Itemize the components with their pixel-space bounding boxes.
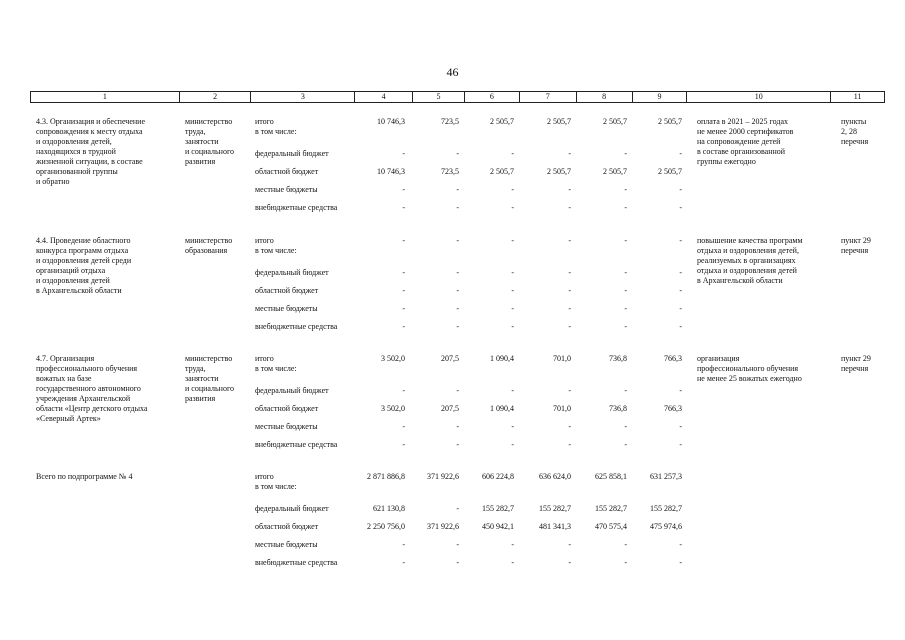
sub-row-value: - bbox=[456, 268, 459, 277]
sub-row-value: - bbox=[679, 440, 682, 449]
sub-row-label: местные бюджеты bbox=[255, 304, 318, 313]
row-title: Всего по подпрограмме № 4 bbox=[36, 472, 133, 481]
sub-row-label: федеральный бюджет bbox=[255, 504, 329, 513]
sub-row-value: - bbox=[679, 268, 682, 277]
sub-row-value: - bbox=[402, 149, 405, 158]
sub-row-value: - bbox=[456, 558, 459, 567]
total-value: - bbox=[402, 236, 405, 245]
sub-row-value: - bbox=[402, 322, 405, 331]
column-header: 5 bbox=[413, 92, 465, 102]
sub-row-value: 207,5 bbox=[441, 404, 459, 413]
sub-row-value: - bbox=[568, 149, 571, 158]
total-value: 606 224,8 bbox=[482, 472, 514, 481]
total-value: 1 090,4 bbox=[490, 354, 514, 363]
sub-row-value: - bbox=[568, 203, 571, 212]
sub-row-value: - bbox=[456, 304, 459, 313]
column-header: 4 bbox=[355, 92, 413, 102]
sub-row-value: - bbox=[511, 268, 514, 277]
sub-row-label: областной бюджет bbox=[255, 522, 319, 531]
total-value: 2 505,7 bbox=[490, 117, 514, 126]
total-value: - bbox=[511, 236, 514, 245]
column-header: 3 bbox=[251, 92, 355, 102]
total-value: 736,8 bbox=[609, 354, 627, 363]
sub-row-value: 371 922,6 bbox=[427, 522, 459, 531]
sub-row-value: - bbox=[402, 268, 405, 277]
sub-row-value: - bbox=[402, 440, 405, 449]
sub-row-value: 3 502,0 bbox=[381, 404, 405, 413]
row-indicator: оплата в 2021 – 2025 годах не менее 2000 сертификатов на сопровождение детей в составе организованной группы ежегодно bbox=[697, 117, 794, 166]
sub-row-value: - bbox=[456, 149, 459, 158]
sub-row-value: 736,8 bbox=[609, 404, 627, 413]
row-title: 4.3. Организация и обеспечение сопровождения к месту отдыха и оздоровления детей, находящихся в трудной жизненной ситуации, в составе организованной группы и обратно bbox=[36, 117, 145, 186]
sub-row-value: 723,5 bbox=[441, 167, 459, 176]
sub-row-value: - bbox=[679, 149, 682, 158]
sub-row-value: - bbox=[624, 149, 627, 158]
sub-row-label: областной бюджет bbox=[255, 167, 319, 176]
sub-row-value: - bbox=[568, 322, 571, 331]
sub-row-value: - bbox=[511, 540, 514, 549]
sub-row-value: - bbox=[568, 386, 571, 395]
sub-row-value: - bbox=[402, 422, 405, 431]
sub-row-value: 766,3 bbox=[664, 404, 682, 413]
sub-row-value: - bbox=[402, 558, 405, 567]
sub-row-value: - bbox=[511, 304, 514, 313]
sub-row-value: - bbox=[624, 540, 627, 549]
sub-row-value: 2 505,7 bbox=[603, 167, 627, 176]
total-value: 723,5 bbox=[441, 117, 459, 126]
sub-row-value: - bbox=[402, 286, 405, 295]
sub-row-value: 155 282,7 bbox=[595, 504, 627, 513]
row-items: пункт 29 перечня bbox=[841, 236, 871, 255]
sub-row-label: внебюджетные средства bbox=[255, 203, 338, 212]
sub-row-label: местные бюджеты bbox=[255, 540, 318, 549]
total-value: 2 505,7 bbox=[547, 117, 571, 126]
sub-row-value: - bbox=[679, 185, 682, 194]
total-value: - bbox=[679, 236, 682, 245]
sub-row-value: 450 942,1 bbox=[482, 522, 514, 531]
row-executor: министерство труда, занятости и социального развития bbox=[185, 354, 235, 403]
total-value: - bbox=[624, 236, 627, 245]
total-value: 2 871 886,8 bbox=[367, 472, 405, 481]
total-value: 2 505,7 bbox=[603, 117, 627, 126]
sub-row-value: - bbox=[624, 440, 627, 449]
total-label: итого в том числе: bbox=[255, 472, 297, 491]
total-label: итого в том числе: bbox=[255, 117, 297, 136]
total-value: - bbox=[456, 236, 459, 245]
column-header: 11 bbox=[853, 92, 862, 101]
column-header: 2 bbox=[180, 92, 252, 102]
total-value: 207,5 bbox=[441, 354, 459, 363]
column-header: 10 bbox=[687, 92, 831, 102]
sub-row-value: - bbox=[568, 304, 571, 313]
sub-row-value: - bbox=[511, 558, 514, 567]
sub-row-value: - bbox=[624, 185, 627, 194]
row-indicator: повышение качества программ отдыха и оздоровления детей, реализуемых в организациях отдыха и оздоровления детей в Архангельской области bbox=[697, 236, 803, 285]
sub-row-value: - bbox=[679, 540, 682, 549]
sub-row-value: - bbox=[456, 440, 459, 449]
sub-row-value: 475 974,6 bbox=[650, 522, 682, 531]
sub-row-value: - bbox=[679, 203, 682, 212]
sub-row-value: - bbox=[568, 268, 571, 277]
sub-row-value: - bbox=[402, 304, 405, 313]
sub-row-value: - bbox=[456, 322, 459, 331]
sub-row-label: внебюджетные средства bbox=[255, 322, 338, 331]
sub-row-value: - bbox=[511, 386, 514, 395]
row-executor: министерство образования bbox=[185, 236, 233, 255]
row-items: пункты 2, 28 перечня bbox=[841, 117, 869, 146]
sub-row-value: - bbox=[679, 322, 682, 331]
sub-row-value: 2 250 756,0 bbox=[367, 522, 405, 531]
sub-row-label: областной бюджет bbox=[255, 404, 319, 413]
column-header: 9 bbox=[633, 92, 688, 102]
total-value: 631 257,3 bbox=[650, 472, 682, 481]
sub-row-label: федеральный бюджет bbox=[255, 268, 329, 277]
sub-row-value: - bbox=[624, 268, 627, 277]
column-header: 6 bbox=[465, 92, 520, 102]
total-label: итого в том числе: bbox=[255, 236, 297, 255]
sub-row-value: - bbox=[568, 286, 571, 295]
sub-row-value: 621 130,8 bbox=[373, 504, 405, 513]
sub-row-value: - bbox=[624, 203, 627, 212]
sub-row-value: - bbox=[402, 203, 405, 212]
sub-row-label: внебюджетные средства bbox=[255, 558, 338, 567]
row-title: 4.4. Проведение областного конкурса программ отдыха и оздоровления детей среди организаций отдыха и оздоровления детей в Архангельской области bbox=[36, 236, 132, 295]
column-header: 1 bbox=[31, 92, 180, 102]
column-header: 8 bbox=[577, 92, 633, 102]
row-title: 4.7. Организация профессионального обучения вожатых на базе государственного автономного учреждения Архангельской области «Центр детского отдыха «Северный Артек» bbox=[36, 354, 148, 423]
sub-row-value: 1 090,4 bbox=[490, 404, 514, 413]
row-executor: министерство труда, занятости и социального развития bbox=[185, 117, 235, 166]
row-indicator: организация профессионального обучения не менее 25 вожатых ежегодно bbox=[697, 354, 802, 383]
total-value: 766,3 bbox=[664, 354, 682, 363]
sub-row-value: - bbox=[456, 386, 459, 395]
sub-row-value: 155 282,7 bbox=[650, 504, 682, 513]
sub-row-value: 2 505,7 bbox=[547, 167, 571, 176]
sub-row-value: - bbox=[402, 540, 405, 549]
sub-row-value: - bbox=[679, 286, 682, 295]
sub-row-value: - bbox=[511, 322, 514, 331]
sub-row-value: - bbox=[624, 422, 627, 431]
sub-row-value: 481 341,3 bbox=[539, 522, 571, 531]
total-value: 371 922,6 bbox=[427, 472, 459, 481]
sub-row-value: - bbox=[679, 558, 682, 567]
sub-row-value: - bbox=[624, 386, 627, 395]
total-value: 701,0 bbox=[553, 354, 571, 363]
sub-row-value: - bbox=[511, 185, 514, 194]
sub-row-value: 155 282,7 bbox=[482, 504, 514, 513]
sub-row-value: - bbox=[402, 386, 405, 395]
sub-row-value: 2 505,7 bbox=[490, 167, 514, 176]
total-value: 2 505,7 bbox=[658, 117, 682, 126]
sub-row-value: - bbox=[511, 440, 514, 449]
sub-row-value: 701,0 bbox=[553, 404, 571, 413]
sub-row-value: - bbox=[679, 304, 682, 313]
column-header: 7 bbox=[520, 92, 577, 102]
sub-row-label: внебюджетные средства bbox=[255, 440, 338, 449]
sub-row-value: - bbox=[624, 558, 627, 567]
sub-row-value: - bbox=[511, 422, 514, 431]
page-number: 46 bbox=[446, 65, 459, 79]
sub-row-value: - bbox=[568, 422, 571, 431]
total-value: 625 858,1 bbox=[595, 472, 627, 481]
sub-row-value: - bbox=[511, 286, 514, 295]
row-items: пункт 29 перечня bbox=[841, 354, 871, 373]
total-value: - bbox=[568, 236, 571, 245]
sub-row-value: - bbox=[568, 558, 571, 567]
total-value: 3 502,0 bbox=[381, 354, 405, 363]
sub-row-value: - bbox=[456, 540, 459, 549]
sub-row-label: местные бюджеты bbox=[255, 185, 318, 194]
total-value: 10 746,3 bbox=[377, 117, 405, 126]
sub-row-value: - bbox=[402, 185, 405, 194]
total-label: итого в том числе: bbox=[255, 354, 297, 373]
sub-row-value: - bbox=[624, 322, 627, 331]
sub-row-value: - bbox=[679, 422, 682, 431]
sub-row-value: - bbox=[624, 286, 627, 295]
sub-row-value: - bbox=[456, 286, 459, 295]
sub-row-value: - bbox=[568, 540, 571, 549]
total-value: 636 624,0 bbox=[539, 472, 571, 481]
sub-row-value: - bbox=[456, 422, 459, 431]
sub-row-value: 470 575,4 bbox=[595, 522, 627, 531]
table-header bbox=[30, 91, 885, 103]
sub-row-value: 2 505,7 bbox=[658, 167, 682, 176]
sub-row-label: областной бюджет bbox=[255, 286, 319, 295]
sub-row-label: местные бюджеты bbox=[255, 422, 318, 431]
sub-row-value: - bbox=[511, 149, 514, 158]
sub-row-value: - bbox=[568, 440, 571, 449]
sub-row-value: - bbox=[456, 185, 459, 194]
sub-row-value: - bbox=[568, 185, 571, 194]
sub-row-value: - bbox=[679, 386, 682, 395]
sub-row-value: - bbox=[624, 304, 627, 313]
sub-row-label: федеральный бюджет bbox=[255, 149, 329, 158]
sub-row-value: 10 746,3 bbox=[377, 167, 405, 176]
sub-row-value: - bbox=[456, 504, 459, 513]
sub-row-label: федеральный бюджет bbox=[255, 386, 329, 395]
sub-row-value: 155 282,7 bbox=[539, 504, 571, 513]
sub-row-value: - bbox=[456, 203, 459, 212]
sub-row-value: - bbox=[511, 203, 514, 212]
